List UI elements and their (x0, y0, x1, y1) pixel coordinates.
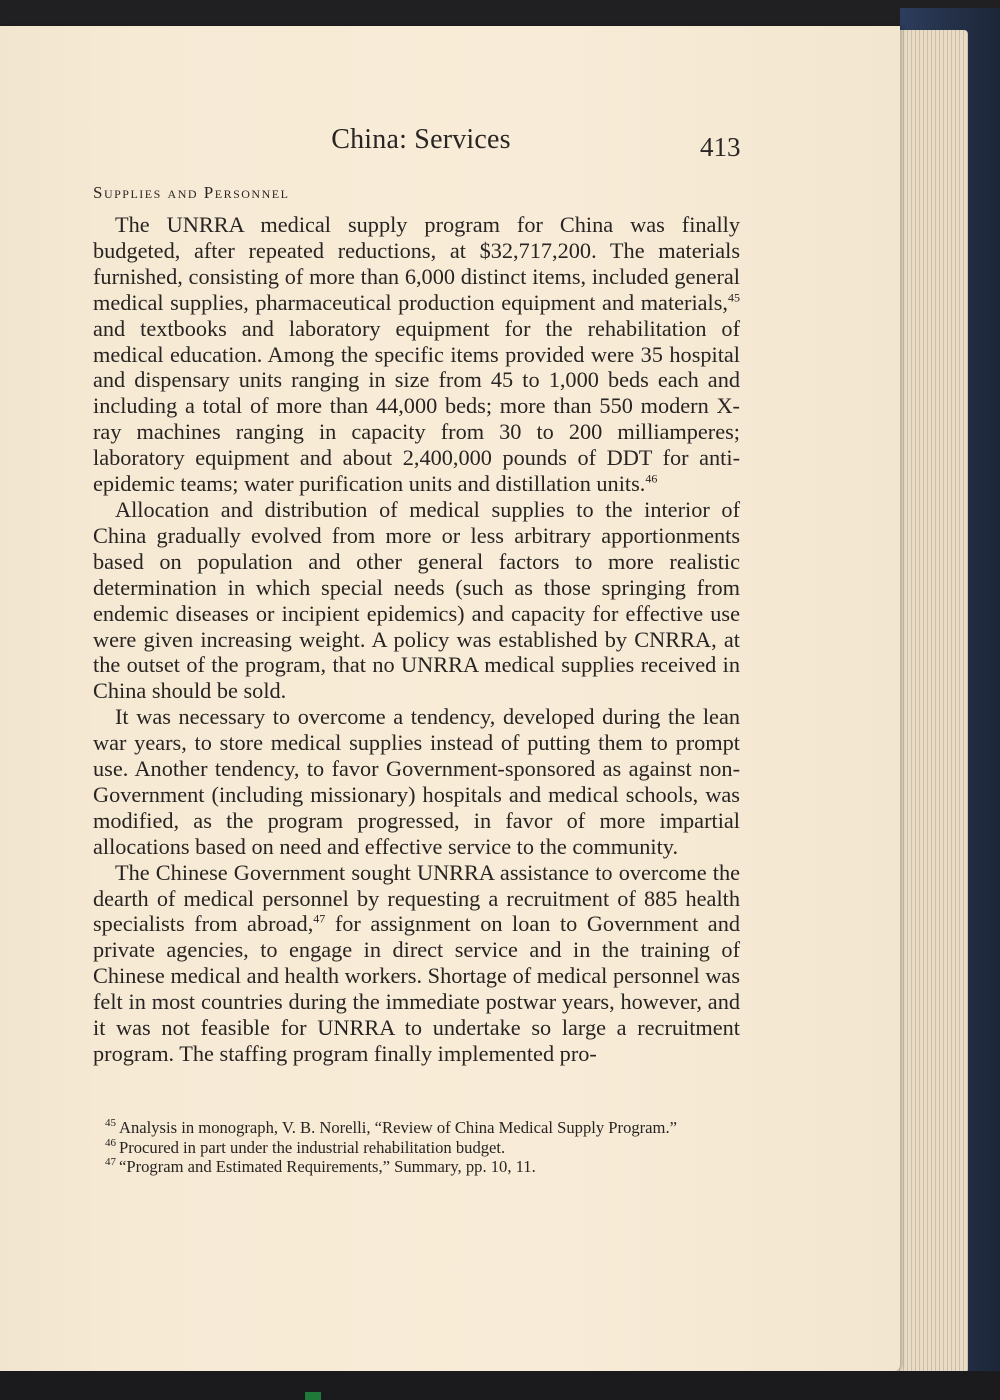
running-head: China: Services (331, 124, 511, 155)
paragraph (93, 860, 740, 1067)
footnote (93, 1157, 753, 1177)
paragraph-text: The Chinese Government sought UNRRA assistance to overcome the dearth of medical personnel by requesting a recruitment of 885 health specialists from abroad, (93, 859, 740, 937)
footnote-text: Analysis in monograph, V. B. Norelli, “Review of China Medical Supply Program.” (119, 1118, 677, 1137)
footnote-ref: 46 (645, 471, 658, 486)
footnote-text: “Program and Estimated Requirements,” Summary, pp. 10, 11. (119, 1157, 536, 1176)
paragraph-text: and textbooks and laboratory equipment for the rehabilitation of medical education. Among the specific items provided were 35 hospital and dispensary units ranging in size from 45 to 1,000 beds each and including a total of more than 44,000 beds; more than 550 modern X-ray machines ranging in capacity from 30 to 200 milliamperes; laboratory equipment and about 2,400,000 pounds of DDT for anti-epidemic teams; water purification units and distillation units. (93, 315, 740, 497)
paragraph-text: The UNRRA medical supply program for China was finally budgeted, after repeated reductions, at $32,717,200. The materials furnished, consisting of more than 6,000 distinct items, included general medical supplies, pharmaceutical production equipment and materials, (93, 212, 740, 315)
color-mark (305, 1392, 321, 1400)
page-block-edges (888, 30, 968, 1375)
footnote (93, 1118, 753, 1138)
footnote-number: 46 (105, 1136, 116, 1149)
paragraph (93, 704, 740, 859)
footnotes (93, 1118, 753, 1177)
footnote (93, 1138, 753, 1158)
paragraph (93, 212, 740, 497)
page-number: 413 (700, 132, 741, 162)
footnote-number: 47 (105, 1156, 116, 1169)
paragraph-text: Allocation and distribution of medical supplies to the interior of China gradually evolved from more or less arbitrary apportionments based on population and other general factors to more realistic determination in which special needs (such as those springing from endemic diseases or incipient epidemics) and capacity for effective use were given increasing weight. A policy was established by CNRRA, at the outset of the program, that no UNRRA medical supplies received in China should be sold. (93, 496, 740, 704)
paragraph (93, 497, 740, 704)
footnote-text: Procured in part under the industrial rehabilitation budget. (119, 1137, 506, 1157)
scanner-background-bottom (0, 1371, 1000, 1400)
body-text (93, 212, 740, 1067)
paragraph-text: for assignment on loan to Government and private agencies, to engage in direct service and in the training of Chinese medical and health workers. Shortage of medical personnel was felt in most countries during the immediate postwar years, however, and it was not feasible for UNRRA to undertake so large a recruitment program. The staffing program finally implemented pro- (93, 911, 740, 1066)
footnote-ref: 45 (728, 290, 740, 305)
footnote-number: 45 (105, 1117, 116, 1130)
section-heading: Supplies and Personnel (93, 183, 290, 202)
footnote-ref: 47 (313, 912, 326, 927)
paragraph-text: It was necessary to overcome a tendency, developed during the lean war years, to store medical supplies instead of putting them to prompt use. Another tendency, to favor Government-sponsored as against non-Government (including missionary) hospitals and medical schools, was modified, as the program progressed, in favor of more impartial allocations based on need and effective service to the community. (93, 704, 740, 859)
